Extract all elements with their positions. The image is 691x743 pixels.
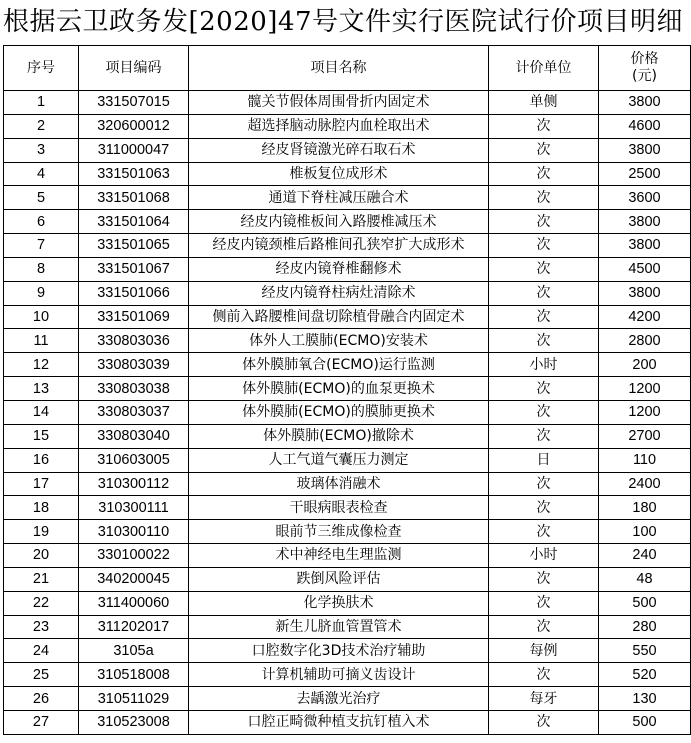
- row-index-cell[interactable]: 19: [4, 520, 79, 544]
- price-cell[interactable]: 48: [599, 567, 691, 591]
- price-cell[interactable]: 2700: [599, 424, 691, 448]
- project-name-cell[interactable]: 眼前节三维成像检查: [189, 520, 489, 544]
- pricing-unit-cell[interactable]: 次: [489, 234, 599, 258]
- table-row: [4, 687, 691, 711]
- project-code-cell[interactable]: 311202017: [79, 615, 189, 639]
- project-name-cell[interactable]: 经皮内镜脊柱病灶清除术: [189, 281, 489, 305]
- row-index-cell[interactable]: 26: [4, 687, 79, 711]
- project-name-cell[interactable]: 人工气道气囊压力测定: [189, 448, 489, 472]
- row-index-cell[interactable]: 20: [4, 544, 79, 568]
- project-code-cell[interactable]: 340200045: [79, 567, 189, 591]
- row-index-cell[interactable]: 2: [4, 114, 79, 138]
- header-name: 项目名称: [189, 46, 489, 91]
- project-code-cell[interactable]: 331501063: [79, 162, 189, 186]
- price-cell[interactable]: 280: [599, 615, 691, 639]
- project-name-cell[interactable]: 椎板复位成形术: [189, 162, 489, 186]
- table-row: [4, 591, 691, 615]
- table-row: [4, 162, 691, 186]
- table-row: [4, 114, 691, 138]
- project-name-cell[interactable]: 通道下脊柱减压融合术: [189, 186, 489, 210]
- table-row: [4, 91, 691, 115]
- project-code-cell[interactable]: 331501067: [79, 257, 189, 281]
- project-name-cell[interactable]: 玻璃体消融术: [189, 472, 489, 496]
- table-body: [4, 91, 691, 735]
- row-index-cell[interactable]: 18: [4, 496, 79, 520]
- project-code-cell[interactable]: 3105a: [79, 639, 189, 663]
- pricing-unit-cell[interactable]: 次: [489, 663, 599, 687]
- table-row: [4, 424, 691, 448]
- row-index-cell[interactable]: 24: [4, 639, 79, 663]
- project-name-cell[interactable]: 体外膜肺(ECMO)的血泵更换术: [189, 377, 489, 401]
- price-cell[interactable]: 2500: [599, 162, 691, 186]
- project-name-cell[interactable]: 超选择脑动脉腔内血栓取出术: [189, 114, 489, 138]
- project-name-cell[interactable]: 体外人工膜肺(ECMO)安装术: [189, 329, 489, 353]
- price-cell[interactable]: 1200: [599, 400, 691, 424]
- project-name-cell[interactable]: 髋关节假体周围骨折内固定术: [189, 91, 489, 115]
- price-cell[interactable]: 3600: [599, 186, 691, 210]
- table-row: [4, 710, 691, 734]
- header-price: 价格 (元): [599, 46, 691, 91]
- pricing-unit-cell[interactable]: 次: [489, 138, 599, 162]
- project-code-cell[interactable]: 330100022: [79, 544, 189, 568]
- table-row: [4, 210, 691, 234]
- row-index-cell[interactable]: 6: [4, 210, 79, 234]
- price-cell[interactable]: 1200: [599, 377, 691, 401]
- pricing-unit-cell[interactable]: 次: [489, 472, 599, 496]
- pricing-unit-cell[interactable]: 单侧: [489, 91, 599, 115]
- project-code-cell[interactable]: 331501065: [79, 234, 189, 258]
- sheet-title: 根据云卫政务发[2020]47号文件实行医院试行价项目明细: [3, 7, 684, 37]
- row-index-cell[interactable]: 15: [4, 424, 79, 448]
- table-row: [4, 544, 691, 568]
- table-row: [4, 138, 691, 162]
- project-code-cell[interactable]: 320600012: [79, 114, 189, 138]
- header-index: 序号: [4, 46, 79, 91]
- price-cell[interactable]: 3800: [599, 281, 691, 305]
- project-code-cell[interactable]: 311000047: [79, 138, 189, 162]
- project-code-cell[interactable]: 310603005: [79, 448, 189, 472]
- project-name-cell[interactable]: 经皮内镜椎板间入路腰椎减压术: [189, 210, 489, 234]
- project-name-cell[interactable]: 口腔数字化3D技术治疗辅助: [189, 639, 489, 663]
- project-name-cell[interactable]: 干眼病眼表检查: [189, 496, 489, 520]
- table-row: [4, 353, 691, 377]
- price-cell[interactable]: 2800: [599, 329, 691, 353]
- project-code-cell[interactable]: 310300112: [79, 472, 189, 496]
- price-cell[interactable]: 180: [599, 496, 691, 520]
- pricing-unit-cell[interactable]: 次: [489, 591, 599, 615]
- project-code-cell[interactable]: 331501064: [79, 210, 189, 234]
- pricing-unit-cell[interactable]: 次: [489, 496, 599, 520]
- project-code-cell[interactable]: 310511029: [79, 687, 189, 711]
- price-cell[interactable]: 100: [599, 520, 691, 544]
- price-cell[interactable]: 130: [599, 687, 691, 711]
- project-code-cell[interactable]: 330803039: [79, 353, 189, 377]
- project-name-cell[interactable]: 术中神经电生理监测: [189, 544, 489, 568]
- row-index-cell[interactable]: 12: [4, 353, 79, 377]
- pricing-unit-cell[interactable]: 小时: [489, 544, 599, 568]
- pricing-unit-cell[interactable]: 每牙: [489, 687, 599, 711]
- project-name-cell[interactable]: 侧前入路腰椎间盘切除植骨融合内固定术: [189, 305, 489, 329]
- project-code-cell[interactable]: 330803040: [79, 424, 189, 448]
- table-row: [4, 615, 691, 639]
- pricing-unit-cell[interactable]: 次: [489, 377, 599, 401]
- pricing-unit-cell[interactable]: 次: [489, 210, 599, 234]
- table-row: [4, 400, 691, 424]
- project-name-cell[interactable]: 口腔正畸微种植支抗钉植入术: [189, 710, 489, 734]
- table-row: [4, 496, 691, 520]
- project-code-cell[interactable]: 331501069: [79, 305, 189, 329]
- pricing-unit-cell[interactable]: 次: [489, 567, 599, 591]
- price-table: [3, 45, 691, 735]
- row-index-cell[interactable]: 9: [4, 281, 79, 305]
- pricing-unit-cell[interactable]: 小时: [489, 353, 599, 377]
- pricing-unit-cell[interactable]: 次: [489, 424, 599, 448]
- row-index-cell[interactable]: 14: [4, 400, 79, 424]
- price-cell[interactable]: 2400: [599, 472, 691, 496]
- price-cell[interactable]: 3800: [599, 210, 691, 234]
- price-cell[interactable]: 3800: [599, 91, 691, 115]
- row-index-cell[interactable]: 1: [4, 91, 79, 115]
- price-cell[interactable]: 520: [599, 663, 691, 687]
- pricing-unit-cell[interactable]: 次: [489, 520, 599, 544]
- row-index-cell[interactable]: 3: [4, 138, 79, 162]
- project-code-cell[interactable]: 310523008: [79, 710, 189, 734]
- project-name-cell[interactable]: 经皮内镜颈椎后路椎间孔狭窄扩大成形术: [189, 234, 489, 258]
- project-name-cell[interactable]: 经皮内镜脊椎翻修术: [189, 257, 489, 281]
- pricing-unit-cell[interactable]: 次: [489, 114, 599, 138]
- price-cell[interactable]: 3800: [599, 234, 691, 258]
- row-index-cell[interactable]: 8: [4, 257, 79, 281]
- project-code-cell[interactable]: 310300111: [79, 496, 189, 520]
- pricing-unit-cell[interactable]: 次: [489, 257, 599, 281]
- project-name-cell[interactable]: 计算机辅助可摘义齿设计: [189, 663, 489, 687]
- project-code-cell[interactable]: 331507015: [79, 91, 189, 115]
- table-row: [4, 448, 691, 472]
- project-code-cell[interactable]: 330803036: [79, 329, 189, 353]
- row-index-cell[interactable]: 5: [4, 186, 79, 210]
- table-header-row: [4, 46, 691, 91]
- table-row: [4, 663, 691, 687]
- row-index-cell[interactable]: 11: [4, 329, 79, 353]
- project-name-cell[interactable]: 体外膜肺(ECMO)的膜肺更换术: [189, 400, 489, 424]
- price-cell[interactable]: 3800: [599, 138, 691, 162]
- table-row: [4, 520, 691, 544]
- header-unit: 计价单位: [489, 46, 599, 91]
- pricing-unit-cell[interactable]: 每例: [489, 639, 599, 663]
- project-code-cell[interactable]: 330803037: [79, 400, 189, 424]
- project-name-cell[interactable]: 跌倒风险评估: [189, 567, 489, 591]
- pricing-unit-cell[interactable]: 次: [489, 186, 599, 210]
- pricing-unit-cell[interactable]: 次: [489, 305, 599, 329]
- price-cell[interactable]: 4200: [599, 305, 691, 329]
- row-index-cell[interactable]: 10: [4, 305, 79, 329]
- row-index-cell[interactable]: 27: [4, 710, 79, 734]
- project-code-cell[interactable]: 331501068: [79, 186, 189, 210]
- project-name-cell[interactable]: 新生儿脐血管置管术: [189, 615, 489, 639]
- table-row: [4, 639, 691, 663]
- table-row: [4, 305, 691, 329]
- row-index-cell[interactable]: 17: [4, 472, 79, 496]
- price-cell[interactable]: 4500: [599, 257, 691, 281]
- row-index-cell[interactable]: 23: [4, 615, 79, 639]
- table-row: [4, 377, 691, 401]
- pricing-unit-cell[interactable]: 次: [489, 162, 599, 186]
- table-row: [4, 257, 691, 281]
- price-cell[interactable]: 4600: [599, 114, 691, 138]
- pricing-unit-cell[interactable]: 次: [489, 615, 599, 639]
- pricing-unit-cell[interactable]: 次: [489, 329, 599, 353]
- price-cell[interactable]: 110: [599, 448, 691, 472]
- project-name-cell[interactable]: 经皮肾镜激光碎石取石术: [189, 138, 489, 162]
- header-code: 项目编码: [79, 46, 189, 91]
- project-name-cell[interactable]: 化学换肤术: [189, 591, 489, 615]
- project-code-cell[interactable]: 330803038: [79, 377, 189, 401]
- price-cell[interactable]: 500: [599, 710, 691, 734]
- table-row: [4, 472, 691, 496]
- pricing-unit-cell[interactable]: 次: [489, 281, 599, 305]
- pricing-unit-cell[interactable]: 次: [489, 400, 599, 424]
- price-cell[interactable]: 550: [599, 639, 691, 663]
- project-name-cell[interactable]: 体外膜肺(ECMO)撤除术: [189, 424, 489, 448]
- row-index-cell[interactable]: 7: [4, 234, 79, 258]
- project-code-cell[interactable]: 310300110: [79, 520, 189, 544]
- table-row: [4, 567, 691, 591]
- price-cell[interactable]: 200: [599, 353, 691, 377]
- pricing-unit-cell[interactable]: 次: [489, 710, 599, 734]
- project-name-cell[interactable]: 去龋激光治疗: [189, 687, 489, 711]
- row-index-cell[interactable]: 22: [4, 591, 79, 615]
- table-row: [4, 186, 691, 210]
- row-index-cell[interactable]: 21: [4, 567, 79, 591]
- row-index-cell[interactable]: 4: [4, 162, 79, 186]
- project-code-cell[interactable]: 331501066: [79, 281, 189, 305]
- row-index-cell[interactable]: 13: [4, 377, 79, 401]
- pricing-unit-cell[interactable]: 日: [489, 448, 599, 472]
- project-code-cell[interactable]: 310518008: [79, 663, 189, 687]
- row-index-cell[interactable]: 16: [4, 448, 79, 472]
- table-row: [4, 281, 691, 305]
- project-code-cell[interactable]: 311400060: [79, 591, 189, 615]
- table-row: [4, 329, 691, 353]
- price-cell[interactable]: 500: [599, 591, 691, 615]
- table-row: [4, 234, 691, 258]
- row-index-cell[interactable]: 25: [4, 663, 79, 687]
- price-cell[interactable]: 240: [599, 544, 691, 568]
- project-name-cell[interactable]: 体外膜肺氧合(ECMO)运行监测: [189, 353, 489, 377]
